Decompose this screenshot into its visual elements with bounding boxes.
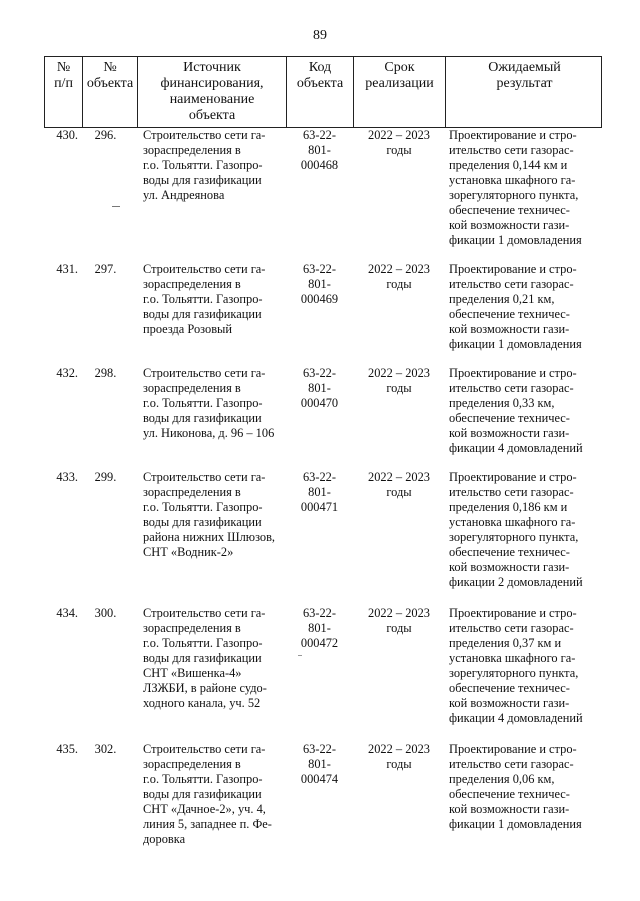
term-text: 2022 – 2023 годы (368, 470, 430, 499)
table-row (44, 742, 602, 847)
object-number: 298. (94, 366, 117, 380)
source-text: Строительство сети га- зораспределения в г.о. Тольятти. Газопро- воды для газификации проезда Розовый (143, 262, 266, 336)
term-text: 2022 – 2023 годы (368, 262, 430, 291)
source-text: Строительство сети га- зораспределения в г.о. Тольятти. Газопро- воды для газификации СНТ «Дачное-2», уч. 4, линия 5, западнее п. Фе- доровка (143, 742, 272, 846)
row-number: 432. (56, 366, 78, 380)
result-text: Проектирование и стро- ительство сети газорас- пределения 0,144 км и установка шкафного га- зорегуляторного пункта, обеспечение техничес- кой возможности гази- фикации 1 домовладения (449, 128, 582, 247)
row-number: 430. (56, 128, 78, 142)
table-row (44, 366, 602, 456)
object-number: 300. (94, 606, 117, 620)
result-text: Проектирование и стро- ительство сети газорас- пределения 0,06 км, обеспечение техничес- кой возможности гази- фикации 1 домовладения (449, 742, 582, 831)
source-text: Строительство сети га- зораспределения в г.о. Тольятти. Газопро- воды для газификации ул. Никонова, д. 96 – 106 (143, 366, 275, 440)
object-number: 299. (94, 470, 117, 484)
header-source: Источник финансирования, наименование объекта (138, 57, 287, 127)
object-number: 302. (94, 742, 117, 756)
source-text: Строительство сети га- зораспределения в г.о. Тольятти. Газопро- воды для газификации ул. Андреянова (143, 128, 266, 202)
object-code: 63-22- 801- 000471 (300, 470, 339, 514)
term-text: 2022 – 2023 годы (368, 366, 430, 395)
header-result: Ожидаемый результат (488, 60, 561, 91)
source-text: Строительство сети га- зораспределения в г.о. Тольятти. Газопро- воды для газификации СНТ «Вишенка-4» ЛЗЖБИ, в районе судо- ходного канала, уч. 52 (143, 606, 267, 710)
object-code: 63-22- 801- 000468 (300, 128, 339, 172)
row-number: 433. (56, 470, 78, 484)
result-text: Проектирование и стро- ительство сети газорас- пределения 0,186 км и установка шкафного га- зорегуляторного пункта, обеспечение техничес- кой возможности гази- фикации 2 домовладений (449, 470, 583, 589)
result-text: Проектирование и стро- ительство сети газорас- пределения 0,37 км и установка шкафного га- зорегуляторного пункта, обеспечение техничес- кой возможности гази- фикации 4 домовладений (449, 606, 583, 725)
object-code: 63-22- 801- 000469 (300, 262, 339, 306)
row-number: 431. (56, 262, 78, 276)
scan-mark (112, 206, 120, 207)
table-row (44, 128, 602, 248)
header-row-number: № п/п (45, 57, 83, 127)
source-text: Строительство сети га- зораспределения в г.о. Тольятти. Газопро- воды для газификации района нижних Шлюзов, СНТ «Водник-2» (143, 470, 276, 559)
page-number: 89 (313, 28, 327, 43)
scan-mark (298, 655, 302, 656)
table-row (44, 606, 602, 726)
table-row (44, 470, 602, 590)
result-text: Проектирование и стро- ительство сети газорас- пределения 0,21 км, обеспечение техничес- кой возможности гази- фикации 1 домовладения (449, 262, 582, 351)
object-code: 63-22- 801- 000470 (300, 366, 339, 410)
result-text: Проектирование и стро- ительство сети газорас- пределения 0,33 км, обеспечение техничес- кой возможности гази- фикации 4 домовладений (449, 366, 583, 455)
header-object-code: Код объекта (287, 57, 354, 127)
table-row (44, 262, 602, 352)
projects-table (44, 56, 602, 846)
row-number: 434. (56, 606, 78, 620)
term-text: 2022 – 2023 годы (368, 128, 430, 157)
row-number: 435. (56, 742, 78, 756)
object-number: 296. (94, 128, 117, 142)
header-term: Срок реализации (354, 57, 446, 127)
header-object-number: № объекта (83, 57, 138, 127)
object-code: 63-22- 801- 000472 (300, 606, 339, 650)
object-number: 297. (94, 262, 117, 276)
table-header (44, 56, 602, 128)
term-text: 2022 – 2023 годы (368, 606, 430, 635)
object-code: 63-22- 801- 000474 (300, 742, 339, 786)
term-text: 2022 – 2023 годы (368, 742, 430, 771)
